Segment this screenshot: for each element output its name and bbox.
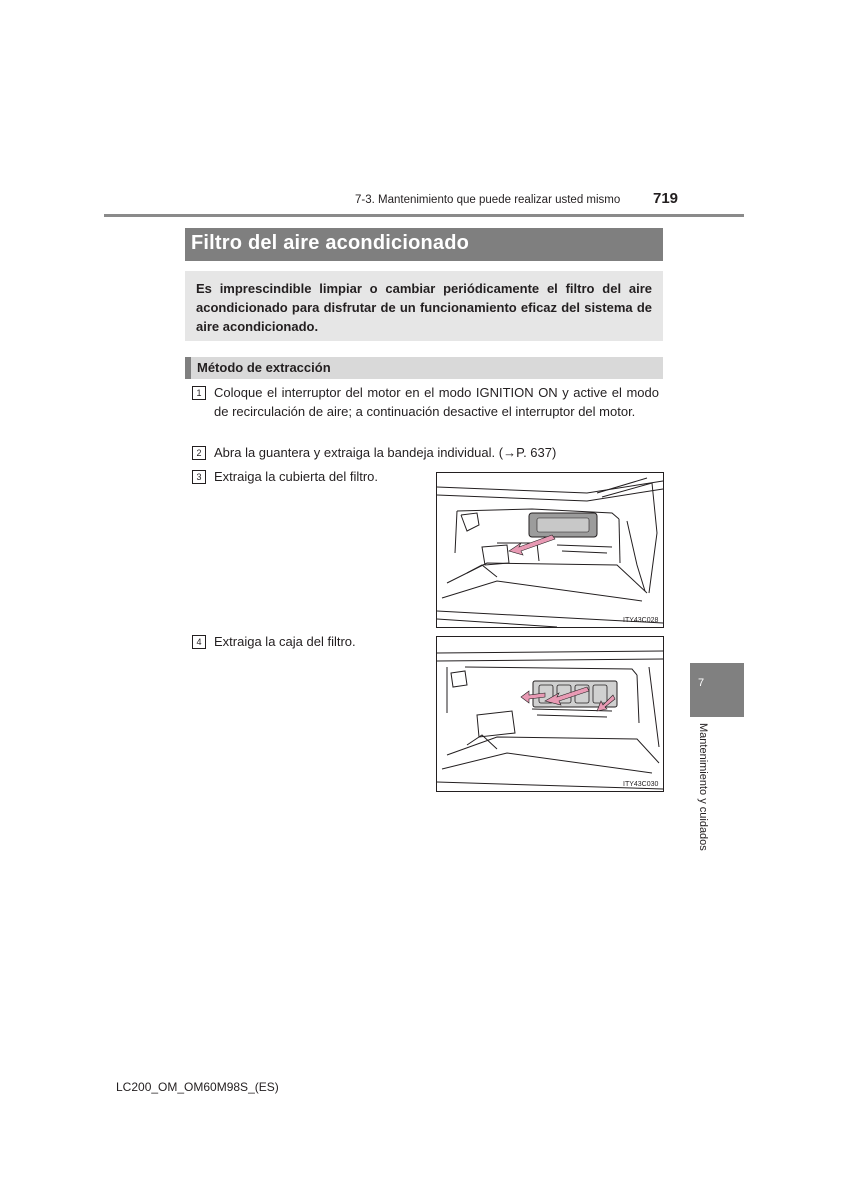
step-number-2: 2 — [192, 446, 206, 460]
figure-code-1: ITY43C028 — [623, 617, 659, 624]
section-title-bar — [185, 228, 663, 261]
step-text-1: Coloque el interruptor del motor en el modo IGNITION ON y active el modo de recirculación de aire; a continuación desactive el interruptor del motor. — [214, 385, 659, 419]
running-header: 7-3. Mantenimiento que puede realizar usted mismo — [355, 194, 621, 206]
step-text-4: Extraiga la caja del filtro. — [214, 634, 356, 649]
chapter-number: 7 — [698, 677, 705, 689]
step-text-3: Extraiga la cubierta del filtro. — [214, 469, 379, 484]
step-text-2: Abra la guantera y extraiga la bandeja individual. (→P. 637) — [214, 445, 557, 460]
subsection-accent — [185, 357, 191, 379]
intro-text: Es imprescindible limpiar o cambiar periódicamente el filtro del aire acondicionado para disfrutar de un funcionamiento eficaz del sistema de aire acondicionado. — [196, 281, 652, 334]
step-number-4: 4 — [192, 635, 206, 649]
figure-code-2: ITY43C030 — [623, 781, 659, 788]
page-number: 719 — [653, 190, 679, 207]
intro-box — [185, 271, 663, 341]
subsection-bar — [185, 357, 663, 379]
footer-code: LC200_OM_OM60M98S_(ES) — [116, 1080, 279, 1094]
figure-filter-cover — [436, 472, 664, 628]
filter-case-illustration — [437, 637, 663, 791]
header-rule — [104, 214, 744, 217]
chapter-tab — [690, 663, 744, 717]
step-number-1: 1 — [192, 386, 206, 400]
figure-filter-case — [436, 636, 664, 792]
step-number-3: 3 — [192, 470, 206, 484]
subsection-title: Método de extracción — [197, 360, 331, 375]
filter-cover-illustration — [437, 473, 663, 627]
section-title: Filtro del aire acondicionado — [191, 232, 470, 254]
chapter-label: Mantenimiento y cuidados — [697, 723, 709, 851]
